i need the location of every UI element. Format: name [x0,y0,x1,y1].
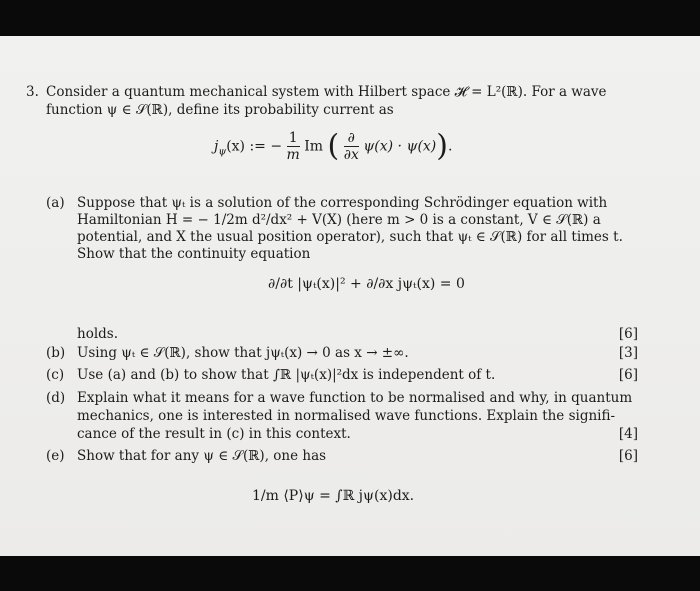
part-a-line-1: Suppose that ψₜ is a solution of the corresponding Schrödinger equation with [77,195,608,211]
current-symbol: j [214,138,219,155]
part-b-label: (b) [46,345,66,361]
part-b-text: Using ψₜ ∈ 𝒮(ℝ), show that jψₜ(x) → 0 as x → ±∞. [77,345,409,361]
part-a-line-3: potential, and X the usual position operator), such that ψₜ ∈ 𝒮(ℝ) for all times t. [77,229,623,245]
part-c-label: (c) [46,367,65,383]
question-sheet [0,36,700,556]
part-d-marks: [4] [618,426,638,442]
part-a-holds: holds. [77,326,119,342]
part-c-marks: [6] [618,367,638,383]
current-definition-equation: $j_\psi(x)$ := − $\frac{1}{m}$ Im ( $\frac{\partial}{\partial x}$ ψ(x) · ψ(x)). [214,128,453,164]
one-over-m-fraction: $\frac{1}{m}$ [286,130,300,163]
intro-line-2: function ψ ∈ 𝒮(ℝ), define its probability current as [46,102,394,118]
part-e-label: (e) [46,448,65,464]
partial-x-fraction: $\frac{\partial}{\partial x}$ [343,130,359,163]
momentum-current-equation: 1/m ⟨P⟩ψ = ∫ℝ jψ(x)dx. [252,488,415,504]
part-a-line-4: Show that the continuity equation [77,246,311,262]
part-a-label: (a) [46,195,65,211]
question-number: 3. [26,84,39,100]
part-d-line-2: mechanics, one is interested in normalised wave functions. Explain the signifi- [77,408,616,424]
part-a-marks: [6] [618,326,638,342]
part-b-marks: [3] [618,345,638,361]
current-body: ψ(x) · ψ(x) [363,138,437,155]
part-d-line-1: Explain what it means for a wave function to be normalised and why, in quantum [77,390,633,406]
imaginary-part-operator: Im [304,138,324,155]
current-argument: (x) := − [226,138,283,155]
part-a-line-2: Hamiltonian H = − 1/2m d²/dx² + V(X) (here m > 0 is a constant, V ∈ 𝒮(ℝ) a [77,212,601,228]
intro-line-1: Consider a quantum mechanical system with Hilbert space 𝓗 = L²(ℝ). For a wave [46,84,607,100]
part-c-text: Use (a) and (b) to show that ∫ℝ |ψₜ(x)|²dx is independent of t. [77,367,496,383]
current-subscript: ψ [218,146,227,158]
part-d-line-3: cance of the result in (c) in this context. [77,426,351,442]
part-e-text: Show that for any ψ ∈ 𝒮(ℝ), one has [77,448,327,464]
continuity-equation: ∂/∂t |ψₜ(x)|² + ∂/∂x jψₜ(x) = 0 [268,276,465,292]
part-d-label: (d) [46,390,66,406]
part-e-marks: [6] [618,448,638,464]
